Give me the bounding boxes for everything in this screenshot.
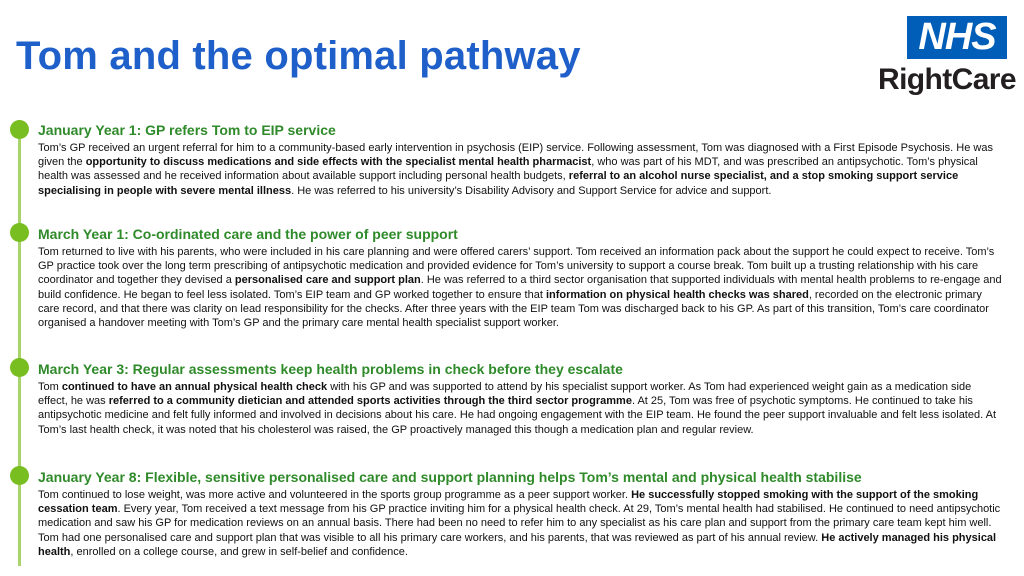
body-emphasis: opportunity to discuss medications and side effects with the specialist mental health pharmacist [85, 156, 592, 169]
section-heading: March Year 1: Co-ordinated care and the power of peer support [38, 226, 458, 242]
body-text: . Every year, Tom received a text message from his GP practice inviting him for a physical health check. At 29, Tom’s mental health had stabilised. He continued to need antipsychotic medication and saw his GP for medication reviews on an annual basis. There had been no need to refer him to any specialist as his care plan and support from the primary care team kept him well. Tom had one personalised care and support plan that was visible to all his primary care workers, and his parents, that was reviewed as part of his annual review. [38, 503, 1001, 544]
timeline-dot [10, 223, 29, 242]
timeline-line [18, 130, 21, 566]
body-emphasis: continued to have an annual physical health check [61, 381, 328, 393]
timeline-dot [10, 120, 29, 139]
body-text: . He was referred to his university’s Disability Advisory and Support Service for advice and support. [291, 184, 772, 197]
body-text: . At 25, Tom was free of psychotic symptoms. He continued to take his antipsychotic medicine and felt fully informed and involved in decisions about his care. He had ongoing engagement with the EIP team. He found the peer support invaluable and felt less isolated. At Tom’s last health check, it was noted that his cholesterol was raised, the GP proactively managed this though a medication plan and regular review. [38, 395, 996, 436]
body-emphasis: He successfully stopped smoking with the support of the smoking cessation team [38, 489, 979, 516]
page-title: Tom and the optimal pathway [16, 34, 581, 78]
body-text: Tom [38, 381, 62, 393]
timeline-section-mar-year-1 [38, 226, 1002, 330]
section-body [38, 245, 1002, 330]
body-text: , enrolled on a college course, and grew in self-belief and confidence. [70, 545, 408, 558]
timeline-section-mar-year-3 [38, 361, 1002, 437]
body-text: , who was part of his MDT, and was prescribed an antipsychotic. Tom’s physical health was assessed and he received information about available support including personal health budgets, [38, 156, 978, 183]
rightcare-wordmark: RightCare [878, 63, 1016, 96]
timeline-dot [10, 466, 29, 485]
body-emphasis: referred to a community dietician and attended sports activities through the third sector programme [108, 395, 632, 408]
section-heading: March Year 3: Regular assessments keep health problems in check before they escalate [38, 361, 623, 377]
timeline-dot [10, 358, 29, 377]
body-emphasis: referral to an alcohol nurse specialist, and a stop smoking support service specialising in people with severe mental illness [38, 170, 959, 197]
section-heading: January Year 8: Flexible, sensitive personalised care and support planning helps Tom’s mental and physical health stabilise [38, 469, 862, 485]
body-text: . He was referred to a third sector organisation that supported individuals with mental health problems to re-engage and build confidence. He began to feel less isolated. Tom’s EIP team and GP worked together to ensure that [38, 274, 1002, 301]
body-text: Tom’s GP received an urgent referral for him to a community-based early intervention in psychosis (EIP) service. Following assessment, Tom was diagnosed with a First Episode Psychosis. He was given the [38, 142, 993, 169]
section-body [38, 141, 1002, 198]
section-body [38, 380, 1002, 437]
body-text: with his GP and was supported to attend by his specialist support worker. As Tom had experienced weight gain as a medication side effect, he was [38, 381, 972, 408]
body-text: , recorded on the electronic primary care record, and that there was clarity on lead responsibility for the checks. After three years with the EIP team Tom was discharged back to his GP. As part of this transition, Tom’s care coordinator organised a handover meeting with Tom’s GP and the primary care mental health specialist support worker. [38, 288, 989, 330]
body-emphasis: personalised care and support plan [234, 274, 421, 287]
nhs-logo: NHS [907, 16, 1007, 59]
body-text: Tom returned to live with his parents, who were included in his care planning and were offered carers’ support. Tom received an information pack about the support he could expect to receive. Tom’s GP practice took over the long term prescribing of antipsychotic medication and provided evidence for Tom’s university to support a course break. Tom built up a trusting relationship with his care coordinator and together they devised a [38, 246, 995, 287]
section-body [38, 488, 1002, 559]
body-text: Tom continued to lose weight, was more active and volunteered in the sports group programme as a peer support worker. [38, 489, 632, 501]
timeline-section-jan-year-1 [38, 122, 1002, 198]
body-emphasis: He actively managed his physical health [38, 531, 997, 558]
timeline-section-jan-year-8 [38, 469, 1002, 559]
section-heading: January Year 1: GP refers Tom to EIP service [38, 122, 336, 138]
body-emphasis: information on physical health checks was shared [545, 288, 809, 301]
